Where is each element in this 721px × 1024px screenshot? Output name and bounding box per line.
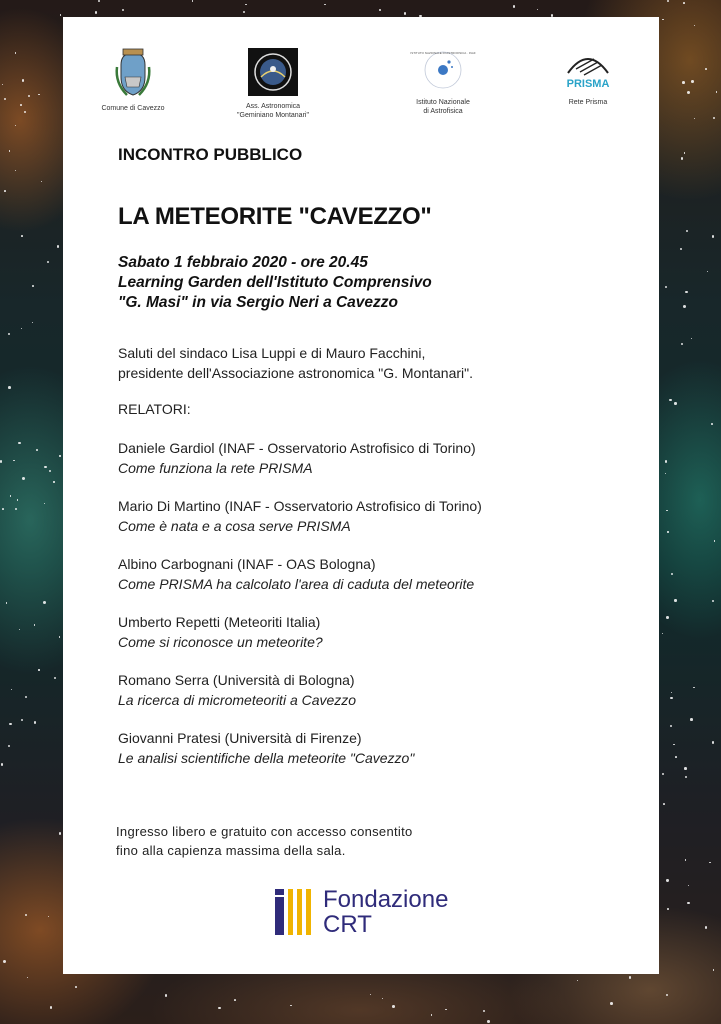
logo-caption: Rete Prisma xyxy=(568,99,608,106)
star-dot xyxy=(687,91,690,94)
sponsor-fondazione-crt-logo xyxy=(273,887,473,937)
star-dot xyxy=(8,386,11,389)
star-dot xyxy=(59,636,60,637)
star-dot xyxy=(667,0,669,2)
star-dot xyxy=(693,687,695,689)
speaker-name: Giovanni Pratesi (Università di Firenze) xyxy=(118,730,362,746)
star-dot xyxy=(2,508,4,510)
star-dot xyxy=(686,230,689,233)
speaker-topic: Come funziona la rete PRISMA xyxy=(118,460,313,476)
star-dot xyxy=(662,633,663,634)
star-dot xyxy=(681,157,684,160)
star-dot xyxy=(243,11,245,13)
logo-caption-line2: di Astrofisica xyxy=(423,108,463,115)
star-dot xyxy=(38,94,40,96)
speaker-name: Romano Serra (Università di Bologna) xyxy=(118,672,355,688)
speaker-item xyxy=(118,438,638,496)
star-dot xyxy=(665,460,668,463)
star-dot xyxy=(666,616,669,619)
star-dot xyxy=(122,9,124,11)
speaker-name: Albino Carbognani (INAF - OAS Bologna) xyxy=(118,556,376,572)
admission-line2: fino alla capienza massima della sala. xyxy=(116,843,346,858)
star-dot xyxy=(392,1005,395,1008)
star-dot xyxy=(675,756,677,758)
star-dot xyxy=(324,4,325,5)
star-dot xyxy=(2,84,3,85)
star-dot xyxy=(19,629,20,630)
speaker-item xyxy=(118,728,638,786)
star-dot xyxy=(714,540,716,542)
star-dot xyxy=(687,902,689,904)
prisma-wordmark: PRISMA xyxy=(566,78,610,90)
speaker-item xyxy=(118,554,638,612)
star-dot xyxy=(8,333,10,335)
star-dot xyxy=(431,1014,432,1015)
star-dot xyxy=(685,859,686,860)
star-dot xyxy=(712,600,714,602)
logo-caption-line1: Ass. Astronomica xyxy=(245,103,301,110)
logo-inaf xyxy=(403,47,483,116)
star-dot xyxy=(21,328,22,329)
star-dot xyxy=(44,466,46,468)
star-dot xyxy=(9,150,11,152)
fondazione-crt-bars-icon xyxy=(273,889,313,935)
star-dot xyxy=(487,1020,490,1023)
star-dot xyxy=(27,977,28,978)
inaf-ring-text: ISTITUTO NAZIONALE DI ASTROFISICA · INAF xyxy=(410,51,476,55)
star-dot xyxy=(4,190,6,192)
star-dot xyxy=(483,1010,485,1012)
star-dot xyxy=(41,181,42,182)
star-dot xyxy=(3,960,6,963)
speaker-item xyxy=(118,612,638,670)
star-dot xyxy=(404,12,407,15)
star-dot xyxy=(577,980,578,981)
star-dot xyxy=(218,1007,220,1009)
star-dot xyxy=(670,697,672,699)
star-dot xyxy=(690,718,693,721)
star-dot xyxy=(683,305,686,308)
star-dot xyxy=(1,763,4,766)
star-dot xyxy=(15,170,16,171)
star-dot xyxy=(15,508,17,510)
star-dot xyxy=(662,773,664,775)
star-dot xyxy=(53,481,54,482)
star-dot xyxy=(48,916,50,918)
star-dot xyxy=(674,599,676,601)
star-dot xyxy=(666,879,668,881)
star-dot xyxy=(245,4,247,6)
star-dot xyxy=(165,994,168,997)
logo-caption-line2: "Geminiano Montanari" xyxy=(237,112,309,119)
star-dot xyxy=(59,455,60,456)
star-dot xyxy=(610,1002,613,1005)
star-dot xyxy=(685,291,688,294)
star-dot xyxy=(705,926,707,928)
event-date: Sabato 1 febbraio 2020 - ore 20.45 xyxy=(118,254,368,271)
sponsor-name-line2: CRT xyxy=(323,911,372,938)
star-dot xyxy=(669,399,672,402)
star-dot xyxy=(28,95,30,97)
star-dot xyxy=(629,976,632,979)
star-dot xyxy=(43,601,46,604)
star-dot xyxy=(673,744,674,745)
star-dot xyxy=(234,999,236,1001)
event-poster xyxy=(63,17,659,974)
star-dot xyxy=(49,470,51,472)
admission-note xyxy=(116,822,413,860)
star-dot xyxy=(13,460,14,461)
star-dot xyxy=(712,235,715,238)
star-dot xyxy=(11,689,13,691)
logo-prisma xyxy=(553,47,623,107)
star-dot xyxy=(32,285,34,287)
logo-ass-astronomica xyxy=(223,47,323,120)
star-dot xyxy=(32,322,33,323)
star-dot xyxy=(34,624,35,625)
speaker-topic: Come è nata e a cosa serve PRISMA xyxy=(118,518,351,534)
star-dot xyxy=(21,235,23,237)
star-dot xyxy=(674,402,676,404)
association-emblem-icon xyxy=(247,47,299,97)
star-dot xyxy=(47,261,49,263)
admission-line1: Ingresso libero e gratuito con accesso consentito xyxy=(116,824,413,839)
speaker-item xyxy=(118,670,638,728)
star-dot xyxy=(691,338,692,339)
speaker-topic: La ricerca di micrometeoriti a Cavezzo xyxy=(118,692,357,708)
star-dot xyxy=(15,125,17,127)
star-dot xyxy=(666,994,668,996)
speaker-name: Umberto Repetti (Meteoriti Italia) xyxy=(118,614,321,630)
star-dot xyxy=(662,19,663,20)
star-dot xyxy=(666,510,667,511)
star-dot xyxy=(382,998,383,999)
star-dot xyxy=(57,245,59,247)
star-dot xyxy=(445,1009,447,1011)
star-dot xyxy=(684,152,686,154)
greetings xyxy=(118,343,473,383)
star-dot xyxy=(665,473,666,474)
star-dot xyxy=(713,117,715,119)
event-venue-line2: "G. Masi" in via Sergio Neri a Cavezzo xyxy=(118,294,399,311)
star-dot xyxy=(22,477,25,480)
star-dot xyxy=(705,68,707,70)
star-dot xyxy=(681,343,683,345)
star-dot xyxy=(682,81,685,84)
star-dot xyxy=(685,776,687,778)
star-dot xyxy=(670,725,673,728)
speakers-list xyxy=(118,438,638,786)
star-dot xyxy=(709,862,710,863)
star-dot xyxy=(15,52,17,54)
logo-caption-line1: Istituto Nazionale xyxy=(416,99,470,106)
star-dot xyxy=(60,14,61,15)
star-dot xyxy=(707,271,708,272)
star-dot xyxy=(22,79,25,82)
star-dot xyxy=(54,677,56,679)
star-dot xyxy=(75,986,77,988)
speaker-topic: Come PRISMA ha calcolato l'area di caduta del meteorite xyxy=(118,576,475,592)
star-dot xyxy=(25,914,27,916)
star-dot xyxy=(9,723,11,725)
star-dot xyxy=(671,692,672,693)
star-dot xyxy=(713,969,715,971)
star-dot xyxy=(6,602,8,604)
inaf-icon xyxy=(410,47,476,93)
star-dot xyxy=(370,994,371,995)
star-dot xyxy=(17,499,19,501)
star-dot xyxy=(694,118,695,119)
coat-of-arms-icon xyxy=(113,47,153,99)
star-dot xyxy=(671,573,673,575)
star-dot xyxy=(98,0,100,2)
star-dot xyxy=(684,767,687,770)
speaker-name: Daniele Gardiol (INAF - Osservatorio Astrofisico di Torino) xyxy=(118,440,476,456)
speaker-topic: Le analisi scientifiche della meteorite "Cavezzo" xyxy=(118,750,415,766)
star-dot xyxy=(192,0,194,2)
star-dot xyxy=(25,696,27,698)
star-dot xyxy=(36,449,38,451)
greetings-line2: presidente dell'Associazione astronomica "G. Montanari". xyxy=(118,365,474,381)
sponsor-name-line1: Fondazione xyxy=(323,886,449,913)
logo-comune-cavezzo xyxy=(88,47,178,113)
star-dot xyxy=(665,286,667,288)
star-dot xyxy=(0,460,2,462)
star-dot xyxy=(712,741,714,743)
star-dot xyxy=(34,721,36,723)
star-dot xyxy=(680,248,682,250)
speaker-item xyxy=(118,496,638,554)
star-dot xyxy=(20,104,22,106)
speaker-name: Mario Di Martino (INAF - Osservatorio Astrofisico di Torino) xyxy=(118,498,482,514)
star-dot xyxy=(10,495,12,497)
star-dot xyxy=(711,423,713,425)
event-title: LA METEORITE "CAVEZZO" xyxy=(118,203,432,230)
star-dot xyxy=(694,25,696,27)
star-dot xyxy=(379,9,381,11)
speakers-heading: RELATORI: xyxy=(118,401,191,417)
star-dot xyxy=(667,908,669,910)
logo-caption: Comune di Cavezzo xyxy=(101,105,165,112)
event-kicker: INCONTRO PUBBLICO xyxy=(118,145,303,164)
logo-row xyxy=(63,47,659,127)
star-dot xyxy=(95,11,98,14)
star-dot xyxy=(21,719,23,721)
greetings-line1: Saluti del sindaco Lisa Luppi e di Mauro Facchini, xyxy=(118,345,426,361)
star-dot xyxy=(691,80,694,83)
event-venue-line1: Learning Garden dell'Istituto Comprensivo xyxy=(118,274,432,291)
event-when-where xyxy=(118,253,432,313)
star-dot xyxy=(667,531,668,532)
star-dot xyxy=(38,669,39,670)
star-dot xyxy=(688,885,689,886)
star-dot xyxy=(290,1005,291,1006)
star-dot xyxy=(513,5,515,7)
star-dot xyxy=(716,91,718,93)
prisma-icon xyxy=(562,47,614,93)
star-dot xyxy=(59,832,61,834)
speaker-topic: Come si riconosce un meteorite? xyxy=(118,634,323,650)
star-dot xyxy=(44,503,45,504)
star-dot xyxy=(683,2,685,4)
star-dot xyxy=(4,98,6,100)
star-dot xyxy=(663,803,665,805)
star-dot xyxy=(50,1006,53,1009)
star-dot xyxy=(24,111,26,113)
star-dot xyxy=(537,9,538,10)
star-dot xyxy=(8,745,11,748)
star-dot xyxy=(18,442,20,444)
